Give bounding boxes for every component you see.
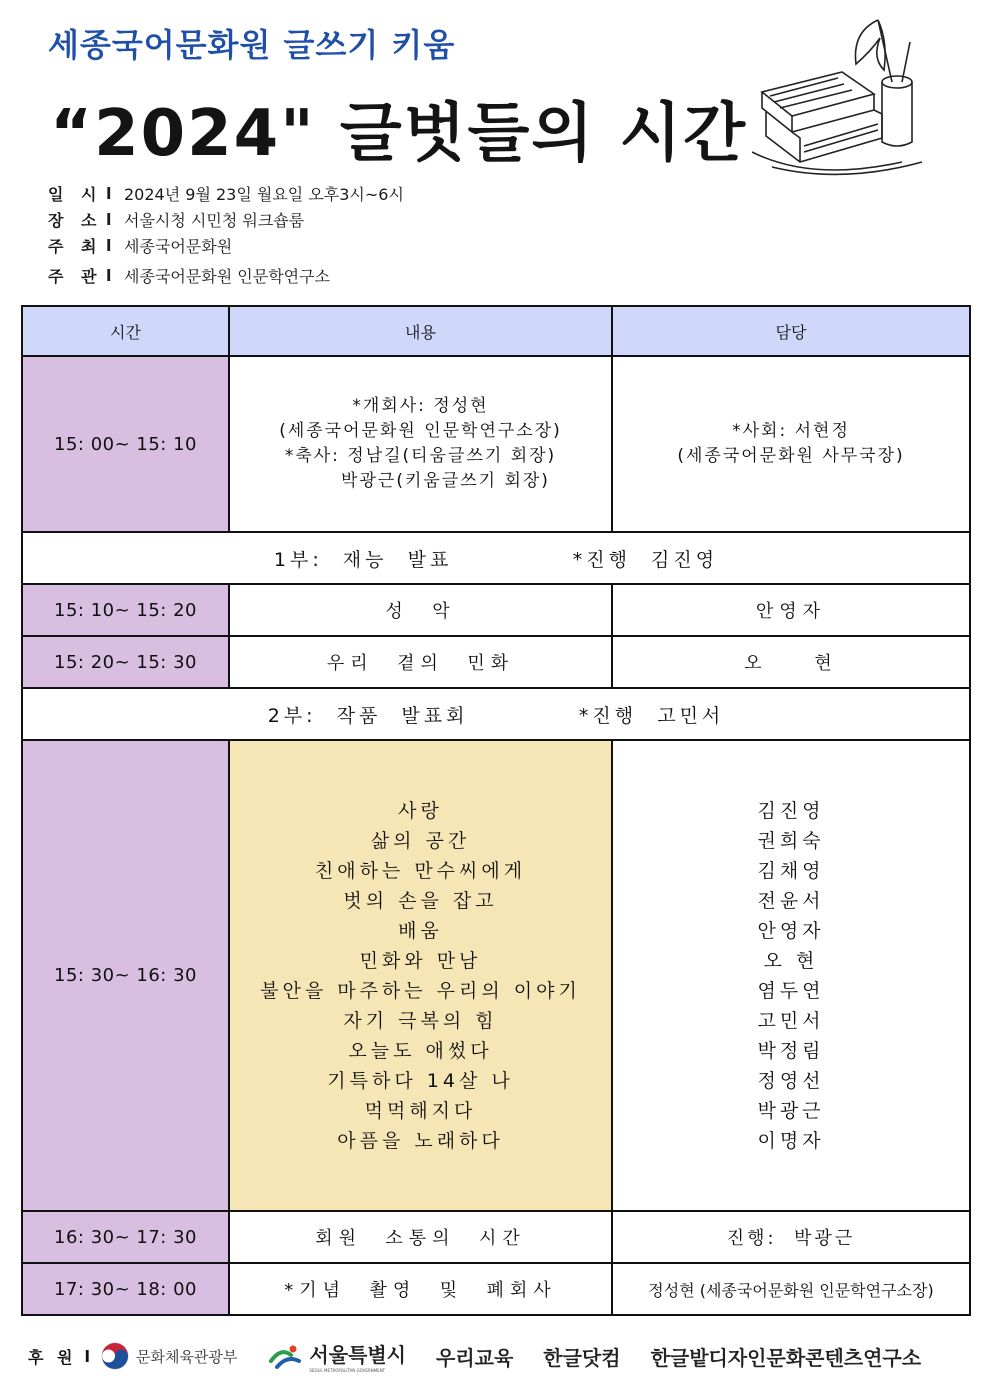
opening-line: *개회사: 정성현: [352, 396, 489, 416]
author-name: 김채영: [757, 859, 825, 882]
info-host: [48, 232, 404, 258]
info-place: [48, 206, 404, 232]
info-separator: l: [106, 235, 112, 255]
time-cell: 17: 30~ 18: 00: [22, 1263, 229, 1315]
sponsor-hangeul-com: 한글닷컴: [543, 1345, 621, 1370]
author-name: 권희숙: [757, 829, 825, 852]
person-cell: 정성현 (세종국어문화원 인문학연구소장): [612, 1263, 970, 1315]
time-cell: 15: 20~ 15: 30: [22, 636, 229, 688]
content-cell: 성 악: [229, 584, 612, 636]
table-row: [22, 740, 970, 1211]
author-name: 전윤서: [757, 889, 825, 912]
section-row: [22, 688, 970, 740]
books-quill-illustration: [752, 12, 932, 187]
content-cell: 우리 곁의 민화: [229, 636, 612, 688]
seoul-sub: SEOUL METROPOLITAN GOVERNMENT: [309, 1368, 386, 1373]
info-separator: l: [106, 265, 112, 285]
work-title: 오늘도 애썼다: [348, 1039, 493, 1062]
person-cell: 오 현: [612, 636, 970, 688]
opening-line: *축사: 정남길(티움글쓰기 회장): [284, 446, 557, 466]
sponsors-bar: [28, 1332, 968, 1380]
table-row: [22, 1263, 970, 1315]
mcst-logo: [100, 1341, 237, 1371]
time-cell: 16: 30~ 17: 30: [22, 1211, 229, 1263]
info-value: 2024년 9월 23일 월요일 오후3시~6시: [124, 184, 404, 204]
author-name: 이명자: [757, 1129, 825, 1152]
info-label: 장 소: [48, 210, 103, 230]
works-cell: [229, 740, 612, 1211]
work-title: 친애하는 만수씨에게: [314, 859, 527, 882]
work-title: 아픔을 노래하다: [337, 1129, 504, 1152]
work-title: 삶의 공간: [370, 829, 471, 852]
sponsor-woori: 우리교육: [436, 1345, 514, 1370]
work-title: 벗의 손을 잡고: [343, 889, 498, 912]
content-cell: [229, 356, 612, 532]
mc-line: (세종국어문화원 사무국장): [677, 446, 905, 466]
header-person: 담당: [612, 306, 970, 356]
work-title: 사랑: [398, 799, 443, 822]
taegeuk-icon: [100, 1341, 130, 1371]
table-row: [22, 356, 970, 532]
info-value: 세종국어문화원: [124, 236, 233, 256]
content-cell: 회원 소통의 시간: [229, 1211, 612, 1263]
time-cell: 15: 30~ 16: 30: [22, 740, 229, 1211]
work-title: 배움: [398, 919, 443, 942]
time-cell: 15: 00~ 15: 10: [22, 356, 229, 532]
person-cell: 안영자: [612, 584, 970, 636]
opening-line: (세종국어문화원 인문학연구소장): [279, 421, 562, 441]
seoul-name: 서울특별시: [309, 1343, 407, 1367]
author-name: 김진영: [757, 799, 825, 822]
table-row: [22, 636, 970, 688]
seoul-wordmark: [303, 1339, 406, 1373]
opening-program: [230, 394, 611, 494]
header-content: 내용: [229, 306, 612, 356]
info-label: 주 관: [48, 266, 103, 286]
schedule-table: [21, 305, 971, 1316]
author-name: 안영자: [757, 919, 825, 942]
info-value: 세종국어문화원 인문학연구소: [124, 266, 331, 286]
sponsors-label: 후 원: [28, 1347, 77, 1367]
work-title: 자기 극복의 힘: [343, 1009, 498, 1032]
header-time: 시간: [22, 306, 229, 356]
sponsors-separator: l: [84, 1346, 90, 1366]
work-title: 민화와 만남: [359, 949, 482, 972]
table-header-row: [22, 306, 970, 356]
works-list: [230, 796, 611, 1156]
work-title: 먹먹해지다: [364, 1099, 477, 1122]
info-organizer: [48, 262, 404, 288]
main-title: “2024" 글벗들의 시간: [50, 97, 748, 171]
time-cell: 15: 10~ 15: 20: [22, 584, 229, 636]
mcst-name: 문화체육관광부: [135, 1347, 238, 1366]
info-date: [48, 180, 404, 206]
author-name: 고민서: [757, 1009, 825, 1032]
authors-cell: [612, 740, 970, 1211]
author-name: 정영선: [757, 1069, 825, 1092]
table-row: [22, 584, 970, 636]
info-separator: l: [106, 183, 112, 203]
mc-line: *사회: 서현정: [732, 421, 850, 441]
author-name: 오 현: [763, 949, 819, 972]
section-title: 1부: 재능 발표 *진행 김진영: [22, 532, 970, 584]
section-row: [22, 532, 970, 584]
work-title: 기특하다 14살 나: [327, 1069, 514, 1092]
info-separator: l: [106, 209, 112, 229]
info-label: 주 최: [48, 236, 103, 256]
info-value: 서울시청 시민청 워크숍룸: [124, 210, 305, 230]
info-label: 일 시: [48, 184, 103, 204]
author-name: 염두연: [757, 979, 825, 1002]
seoul-logo: [267, 1339, 406, 1373]
person-cell: 진행: 박광근: [612, 1211, 970, 1263]
event-info: [48, 180, 404, 288]
author-name: 박정림: [757, 1039, 825, 1062]
content-cell: *기념 촬영 및 폐회사: [229, 1263, 612, 1315]
org-title: 세종국어문화원 글쓰기 키움: [48, 26, 456, 64]
opening-mc: [613, 419, 969, 469]
seoul-symbol-icon: [267, 1341, 303, 1371]
table-row: [22, 1211, 970, 1263]
work-title: 불안을 마주하는 우리의 이야기: [260, 979, 581, 1002]
person-cell: [612, 356, 970, 532]
sponsor-hangeulbat: 한글밭디자인문화콘텐츠연구소: [650, 1345, 922, 1370]
author-name: 박광근: [757, 1099, 825, 1122]
opening-line: 박광근(키움글쓰기 회장): [341, 471, 550, 491]
section-title: 2부: 작품 발표회 *진행 고민서: [22, 688, 970, 740]
authors-list: [613, 796, 969, 1156]
